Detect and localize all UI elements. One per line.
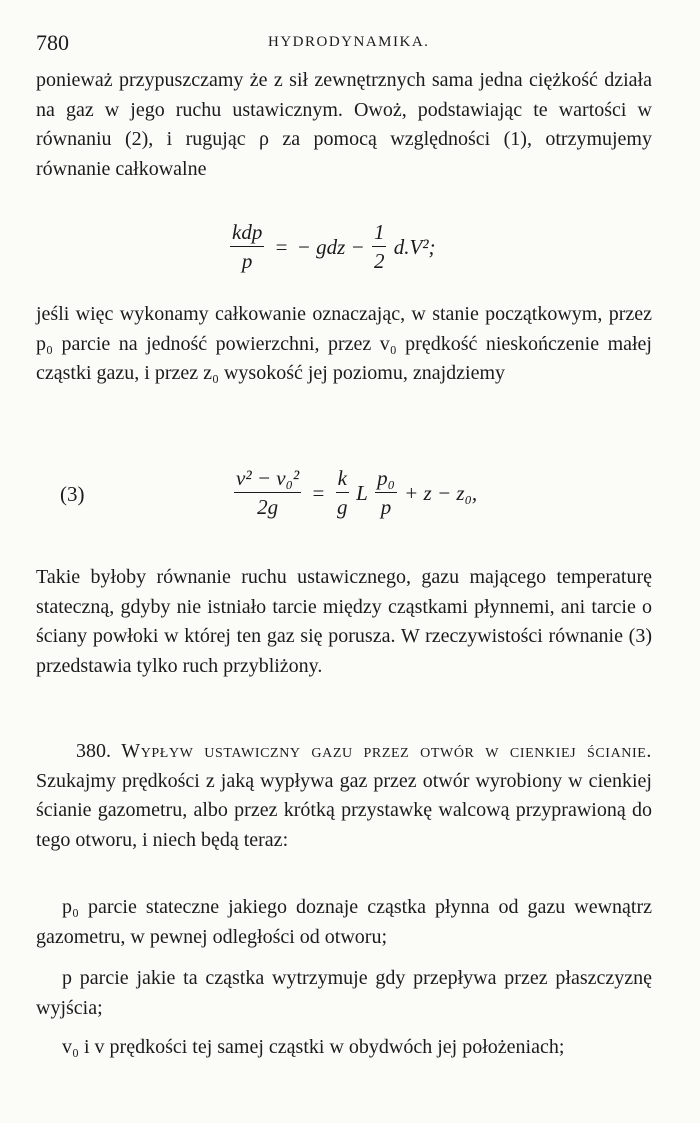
- page-header: [36, 30, 656, 60]
- equation-3: [232, 465, 477, 521]
- fraction-denominator: 2g: [257, 495, 279, 519]
- fraction-one-half: [372, 219, 387, 275]
- fraction-numerator: 1: [372, 219, 387, 247]
- equation-number: (3): [60, 482, 85, 506]
- fraction-numerator: kdp: [230, 219, 264, 247]
- fraction-numerator: v² − v₀²: [234, 465, 301, 493]
- equation-integrable: [228, 219, 436, 275]
- fraction-denominator: g: [336, 495, 348, 519]
- fraction-denominator: p: [380, 495, 392, 519]
- paragraph-remarks: Takie byłoby równanie ruchu ustawicznego, gazu mającego temperaturę stateczną, gdyby nie istniało tarcie między cząstkami płynnemi, ani tarcie o ściany powłoki w której ten gaz się porusza. W rzeczywistości równanie (3) przedstawia tylko ruch przybliżony.: [36, 566, 652, 677]
- page-number: 780: [36, 30, 69, 55]
- equals-sign: =: [312, 480, 325, 505]
- fraction-denominator: 2: [373, 249, 385, 273]
- equation-term: d.V²;: [393, 234, 436, 259]
- fraction-velocity-difference: [234, 465, 301, 521]
- fraction-numerator: p₀: [375, 465, 397, 493]
- paragraph-intro: ponieważ przypuszczamy że z sił zewnętrznych sama jedna ciężkość działa na gaz w jego ruchu ustawicznym. Owoż, podstawiając te wartości w równaniu (2), i rugując ρ za pomocą względności (1), otrzymujemy równanie całkowalne: [36, 69, 652, 180]
- section-heading: Wypływ ustawiczny gazu przez otwór w cienkiej ścianie.: [121, 740, 652, 762]
- running-head: HYDRODYNAMIKA.: [268, 34, 430, 50]
- section-body: Szukajmy prędkości z jaką wypływa gaz przez otwór wyrobiony w cienkiej ścianie gazometru, albo przez krótką przystawkę walcową przyprawioną do tego otworu, i niech będą teraz:: [36, 769, 652, 851]
- definition-p0: p₀ parcie stateczne jakiego doznaje cząstka płynna od gazu wewnątrz gazometru, w pewnej odległości od otworu;: [36, 896, 652, 948]
- definition-v0-v: v₀ i v prędkości tej samej cząstki w obydwóch jej położeniach;: [62, 1036, 565, 1058]
- equals-sign: =: [275, 234, 288, 259]
- fraction-numerator: k: [336, 465, 349, 493]
- fraction-p0-over-p: [375, 465, 397, 521]
- paragraph-integration: jeśli więc wykonamy całkowanie oznaczając, w stanie początkowym, przez p₀ parcie na jedność powierzchni, przez v₀ prędkość nieskończenie małej cząstki gazu, i przez z₀ wysokość jej poziomu, znajdziemy: [36, 303, 652, 384]
- section-380: [36, 737, 652, 855]
- fraction-k-over-g: [336, 465, 349, 521]
- fraction-kdp-over-p: [230, 219, 264, 275]
- equation-term: − gdz −: [296, 234, 365, 259]
- definition-p: p parcie jakie ta cząstka wytrzymuje gdy przepływa przez płaszczyznę wyjścia;: [36, 967, 652, 1019]
- section-number: 380.: [76, 740, 111, 762]
- equation-term: + z − z₀,: [404, 480, 478, 505]
- fraction-denominator: p: [241, 249, 253, 273]
- log-symbol: L: [356, 480, 368, 505]
